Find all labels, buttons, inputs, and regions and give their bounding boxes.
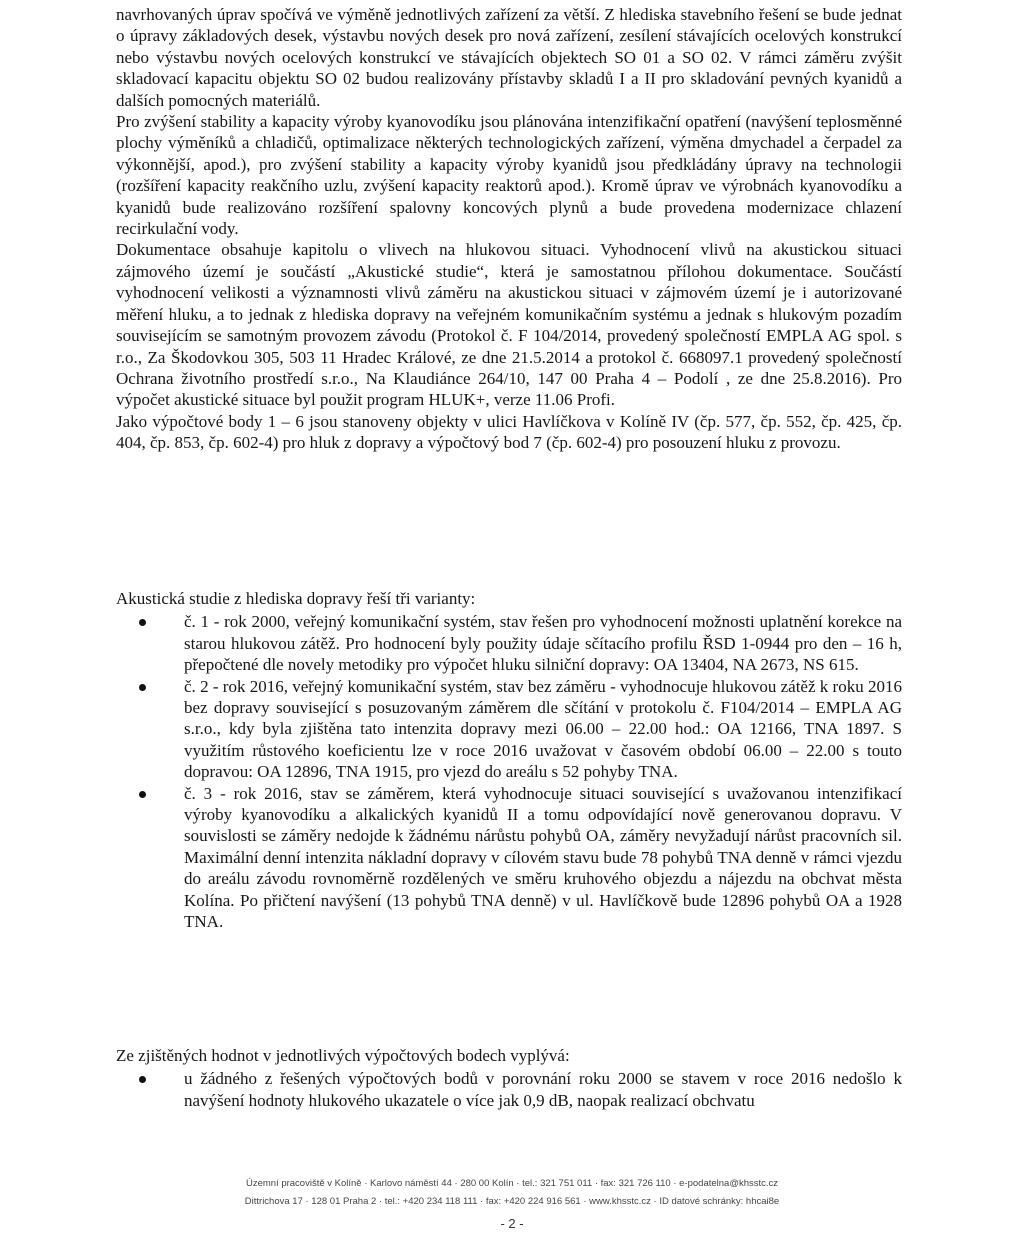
paragraph-intensification: Pro zvýšení stability a kapacity výroby kyanovodíku jsou plánována intenzifikační opatření (navýšení teplosměnné plochy výměníků a chladičů, optimalizace některých technologických zařízení, výměna dmychadel a čerpadel za výkonnější, apod.), pro zvýšení stability a kapacity výroby kyanidů jsou předkládány úpravy na technologii (rozšíření kapacity reakčního uzlu, zvýšení kapacity reaktorů apod.). Kromě úprav ve výrobnách kyanovodíku a kyanidů bude realizováno rozšíření spalovny koncových plynů a bude provedena modernizace chlazení recirkulační vody. (116, 112, 902, 239)
list-item (116, 1068, 902, 1111)
paragraph-calculation-points: Jako výpočtové body 1 – 6 jsou stanoveny objekty v ulici Havlíčkova v Kolíně IV (čp. 577, čp. 552, čp. 425, čp. 404, čp. 853, čp. 602-4) pro hluk z dopravy a výpočtový bod 7 (čp. 602-4) pro posouzení hluku z provozu. (116, 411, 902, 453)
list-item (116, 611, 902, 675)
bullet-icon (139, 684, 146, 691)
variants-intro: Akustická studie z hlediska dopravy řeší tři varianty: (116, 589, 476, 608)
bullet-icon (139, 1076, 146, 1083)
bullet-icon (139, 619, 146, 626)
variant-3-text: č. 3 - rok 2016, stav se záměrem, která vyhodnocuje situaci související s uvažovanou intenzifikací výroby kyanovodíku a alkalických kyanidů II a tomu odpovídající nově generovanou dopravu. V souvislosti se záměry nedojde k žádnému nárůstu pohybů OA, záměry nevyžadují nárůst pracovních sil. Maximální denní intenzita nákladní dopravy v cílovém stavu bude 78 pohybů TNA denně v rámci vjezdu do areálu závodu rovnoměrně rozdělených ve směru kruhového objezdu a nájezdu na obchvat města Kolína. Po přičtení navýšení (13 pohybů TNA denně) v ul. Havlíčkově bude 12896 pohybů OA a 1928 TNA. (184, 783, 902, 932)
footer-address-line-1: Územní pracoviště v Kolíně · Karlovo náměstí 44 · 280 00 Kolín · tel.: 321 751 011 · fax: 321 726 110 · e-podatelna@khsstc.cz (245, 1178, 779, 1189)
variants-list (116, 611, 902, 932)
paragraph-noise-assessment: Dokumentace obsahuje kapitolu o vlivech na hlukovou situaci. Vyhodnocení vlivů na akustickou situaci zájmového území je součástí „Akustické studie“, která je samostatnou přílohou dokumentace. Součástí vyhodnocení velikosti a významnosti vlivů záměru na akustickou situaci v zájmovém území je i autorizované měření hluku, a to jednak z hlediska dopravy na veřejném komunikačním systému a jednak s hlukovým pozadím souvisejícím se samotným provozem závodu (Protokol č. F 104/2014, provedený společností EMPLA AG spol. s r.o., Za Škodovkou 305, 503 11 Hradec Králové, ze dne 21.5.2014 a protokol č. 668097.1 provedený společností Ochrana životního prostředí s.r.o., Na Klaudiánce 264/10, 147 00 Praha 4 – Podolí , ze dne 25.8.2016). Pro výpočet akustické situace byl použit program HLUK+, verze 11.06 Profi. (116, 240, 902, 410)
results-intro: Ze zjištěných hodnot v jednotlivých výpočtových bodech vyplývá: (116, 1046, 570, 1065)
list-item (116, 783, 902, 933)
results-list (116, 1068, 902, 1111)
paragraph-project-changes: navrhovaných úprav spočívá ve výměně jednotlivých zařízení za větší. Z hlediska stavebního řešení se bude jednat o úpravy základových desek, výstavbu nových desek pro nová zařízení, zesílení stávajících ocelových konstrukcí nebo výstavbu nových ocelových konstrukcí ve stávajících objektech SO 01 a SO 02. V rámci záměru zvýšit skladovací kapacitu objektu SO 02 budou realizovány přístavby skladů I a II pro skladování pevných kyanidů a dalších pomocných materiálů. (116, 5, 902, 110)
body-text-top (116, 4, 902, 454)
footer-address-line-2: Dittrichova 17 · 128 01 Praha 2 · tel.: +420 234 118 111 · fax: +420 224 916 561 · www.khsstc.cz · ID datové schránky: hhcai8e (244, 1196, 780, 1207)
bullet-icon (139, 791, 146, 798)
variant-2-text: č. 2 - rok 2016, veřejný komunikační systém, stav bez záměru - vyhodnocuje hlukovou zátěž k roku 2016 bez dopravy související s posuzovaným záměrem dle sčítání v protokolu č. F104/2014 – EMPLA AG s.r.o., kdy byla zjištěna tato intenzita dopravy mezi 06.00 – 22.00 hod.: OA 12166, TNA 1897. S využitím růstového koeficientu lze v roce 2016 uvažovat v časovém období 06.00 – 22.00 s touto dopravou: OA 12896, TNA 1915, pro vjezd do areálu s 52 pohyby TNA. (184, 676, 902, 782)
variants-section (116, 588, 902, 933)
result-1-text: u žádného z řešených výpočtových bodů v porovnání roku 2000 se stavem v roce 2016 nedošlo k navýšení hodnoty hlukového ukazatele o více jak 0,9 dB, naopak realizací obchvatu (184, 1069, 902, 1110)
page-number: - 2 - (500, 1216, 524, 1231)
results-section (116, 1045, 902, 1111)
variant-1-text: č. 1 - rok 2000, veřejný komunikační systém, stav řešen pro vyhodnocení možnosti uplatnění korekce na starou hlukovou zátěž. Pro hodnocení byly použity údaje sčítacího profilu ŘSD 1-0944 pro den – 16 h, přepočtené dle novely metodiky pro výpočet hluku silniční dopravy: OA 13404, NA 2673, NS 615. (184, 612, 902, 675)
list-item (116, 676, 902, 783)
